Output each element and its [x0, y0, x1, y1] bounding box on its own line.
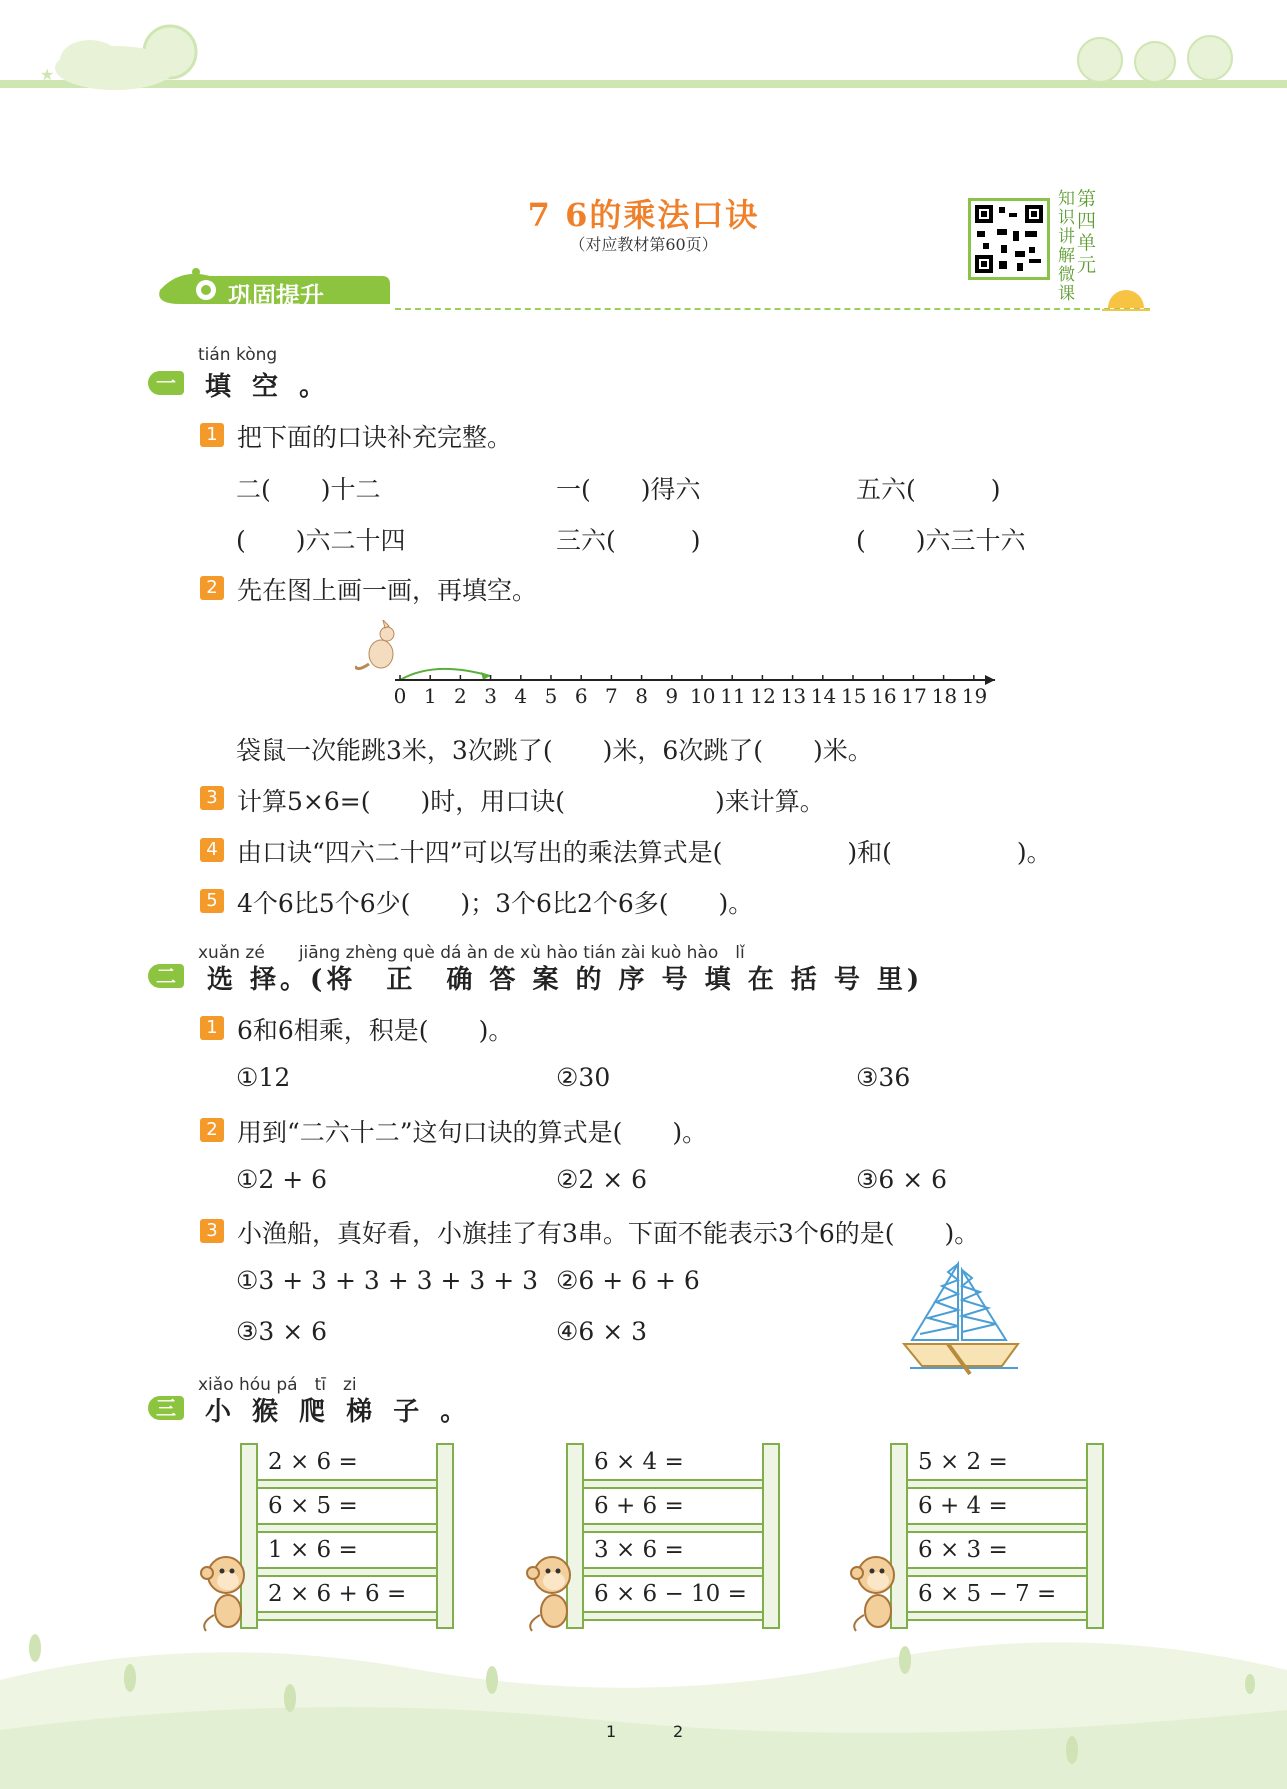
number-line-label: 5: [544, 684, 558, 708]
q5-text: 4个6比5个6少( )；3个6比2个6多( )。: [237, 889, 754, 918]
sunset-icon: [1102, 290, 1150, 314]
number-line-labels: [395, 684, 1005, 712]
ladder-rung: [906, 1479, 1088, 1489]
q3-text: 计算5×6=( )时，用口诀( )来计算。: [237, 787, 825, 816]
number-line-label: 11: [720, 684, 746, 708]
number-line-label: 14: [810, 684, 837, 708]
number-line-label: 7: [605, 684, 618, 708]
number-line-label: 10: [690, 684, 716, 708]
s2-q2-option-1: ①2 + 6: [236, 1165, 328, 1194]
ladder-rail: [1086, 1443, 1104, 1629]
animal-faces-decoration: [1060, 22, 1260, 84]
s2-q1-option-1: ①12: [236, 1063, 291, 1092]
page-number-left: 1: [606, 1722, 617, 1741]
cloud-sun-decoration: [20, 10, 200, 90]
unit-label: 第 四 单 元: [1077, 188, 1097, 276]
s2-q2-text: 用到“二六十二”这句口诀的算式是( )。: [237, 1118, 708, 1147]
s2-q3-option-3: ③3 × 6: [236, 1317, 328, 1346]
number-line-label: 2: [454, 684, 467, 708]
section2-pinyin: xuǎn zé jiāng zhèng què dá àn de xù hào tián zài kuò hào lǐ: [198, 943, 745, 963]
banner-divider: [395, 308, 1150, 310]
ladder-rung: [256, 1567, 438, 1577]
q1-item-5: 三六( ): [556, 526, 701, 555]
s2-q3-option-1: ①3 + 3 + 3 + 3 + 3 + 3: [236, 1266, 539, 1295]
number-line-label: 17: [901, 684, 927, 708]
ladder-equation: 6 × 6 − 10 =: [594, 1581, 747, 1607]
s2-q3-number: 3: [200, 1219, 224, 1243]
number-line-label: 3: [484, 684, 497, 708]
ladder-equation: 3 × 6 =: [594, 1537, 684, 1563]
number-line-label: 18: [931, 684, 958, 708]
ladder: [240, 1443, 455, 1633]
number-line-label: 19: [961, 684, 988, 708]
qr-code[interactable]: [968, 198, 1050, 280]
section2-title: 选 择。(将 正 确 答 案 的 序 号 填 在 括 号 里): [207, 965, 924, 995]
ladder-equation: 1 × 6 =: [268, 1537, 358, 1563]
section1-pinyin: tián kòng: [198, 345, 278, 365]
q2-number: 2: [200, 576, 224, 600]
q5-number: 5: [200, 889, 224, 913]
number-line-label: 9: [665, 684, 679, 708]
q1-item-1: 二( )十二: [236, 475, 381, 504]
ladder-equation: 6 × 5 =: [268, 1493, 358, 1519]
qr-pattern-icon: [971, 201, 1047, 277]
number-line-label: 4: [514, 684, 528, 708]
ladder-rung: [582, 1479, 764, 1489]
s2-q1-number: 1: [200, 1016, 224, 1040]
s2-q1-option-3: ③36: [856, 1063, 911, 1092]
page-title: 7 6的乘法口诀: [527, 196, 760, 234]
section1-badge: 一: [148, 371, 184, 395]
number-line-label: 13: [780, 684, 807, 708]
hills-decoration: [0, 1620, 1287, 1789]
q1-text: 把下面的口诀补充完整。: [237, 423, 513, 452]
banner-label: 巩固提升: [228, 282, 324, 310]
s2-q2-number: 2: [200, 1118, 224, 1142]
ladder-rung: [906, 1523, 1088, 1533]
q1-item-2: 一( )得六: [556, 475, 701, 504]
q2-fill-text: 袋鼠一次能跳3米，3次跳了( )米，6次跳了( )米。: [236, 736, 873, 765]
page-number-right: 2: [673, 1722, 684, 1741]
ladder-rung: [256, 1523, 438, 1533]
sailboat-icon: [898, 1260, 1028, 1376]
qr-caption: 知 识 讲 解 微 课: [1058, 189, 1075, 304]
number-line-label: 16: [871, 684, 897, 708]
svg-text:★: ★: [40, 65, 55, 84]
s2-q2-option-3: ③6 × 6: [856, 1165, 948, 1194]
q1-item-6: ( )六三十六: [856, 526, 1026, 555]
q2-text: 先在图上画一画，再填空。: [237, 576, 538, 605]
number-line-label: 6: [574, 684, 588, 708]
ladder-equation: 6 × 4 =: [594, 1449, 684, 1475]
number-line-label: 15: [841, 684, 867, 708]
section3-badge: 三: [148, 1396, 184, 1420]
q1-number: 1: [200, 423, 224, 447]
ladder: [566, 1443, 781, 1633]
ladder-equation: 6 + 4 =: [918, 1493, 1008, 1519]
s2-q2-option-2: ②2 × 6: [556, 1165, 648, 1194]
number-line-label: 12: [750, 684, 776, 708]
ladder-equation: 2 × 6 + 6 =: [268, 1581, 407, 1607]
ladder-rung: [906, 1567, 1088, 1577]
ladder-equation: 6 × 3 =: [918, 1537, 1008, 1563]
number-line-label: 0: [393, 684, 407, 708]
q4-text: 由口诀“四六二十四”可以写出的乘法算式是( )和( )。: [237, 838, 1052, 867]
ladder-equation: 6 × 5 − 7 =: [918, 1581, 1057, 1607]
section2-badge: 二: [148, 964, 184, 988]
section3-title: 小 猴 爬 梯 子 。: [205, 1397, 473, 1427]
q1-item-3: 五六( ): [856, 475, 1001, 504]
ladder-rail: [762, 1443, 780, 1629]
ladder-rung: [582, 1567, 764, 1577]
ladder-equation: 6 + 6 =: [594, 1493, 684, 1519]
section3-pinyin: xiǎo hóu pá tī zi: [198, 1375, 357, 1395]
s2-q3-option-4: ④6 × 3: [556, 1317, 648, 1346]
s2-q1-option-2: ②30: [556, 1063, 611, 1092]
q4-number: 4: [200, 838, 224, 862]
number-line-label: 1: [423, 684, 437, 708]
ladder-rung: [256, 1479, 438, 1489]
number-line-label: 8: [635, 684, 648, 708]
ladder: [890, 1443, 1105, 1633]
s2-q3-text: 小渔船，真好看，小旗挂了有3串。下面不能表示3个6的是( )。: [237, 1219, 980, 1248]
ladder-rail: [436, 1443, 454, 1629]
s2-q3-option-2: ②6 + 6 + 6: [556, 1266, 700, 1295]
q3-number: 3: [200, 786, 224, 810]
ladder-equation: 2 × 6 =: [268, 1449, 358, 1475]
ladder-rung: [582, 1523, 764, 1533]
page-subtitle: （对应教材第60页）: [569, 235, 718, 254]
s2-q1-text: 6和6相乘，积是( )。: [237, 1016, 514, 1045]
section1-title: 填 空 。: [205, 372, 332, 402]
ladder-equation: 5 × 2 =: [918, 1449, 1008, 1475]
q1-item-4: ( )六二十四: [236, 526, 406, 555]
